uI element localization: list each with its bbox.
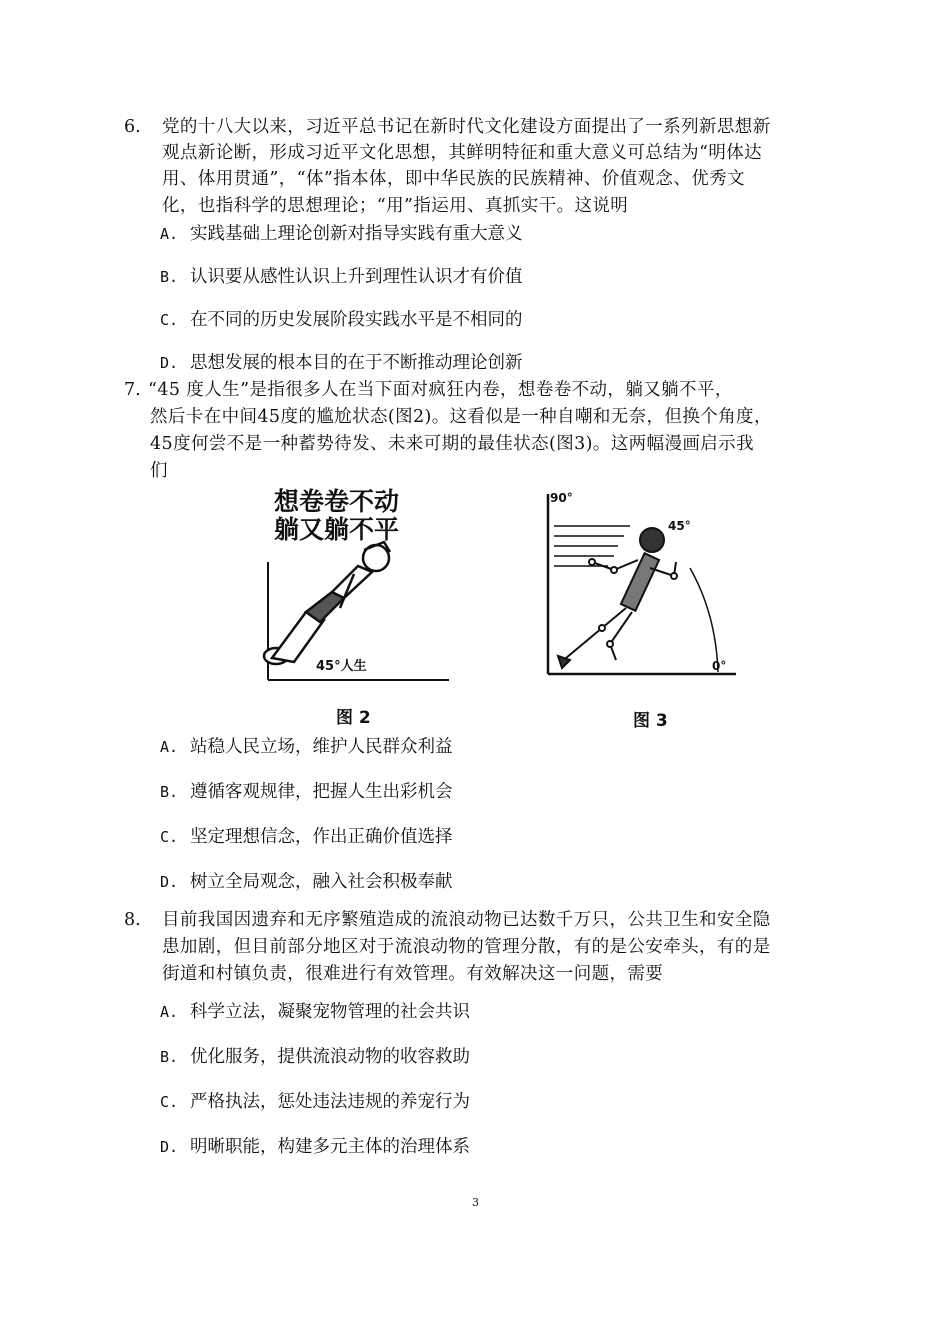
option-text: 认识要从感性认识上升到理性认识才有价值: [190, 267, 523, 287]
q8-option-a[interactable]: [160, 999, 470, 1025]
q7-line-4: 们: [150, 461, 168, 481]
page-number: 3: [472, 1196, 479, 1209]
option-text: 遵循客观规律，把握人生出彩机会: [190, 782, 453, 802]
option-text: 坚定理想信念，作出正确价值选择: [190, 827, 453, 847]
q6-line-2: 观点新论断，形成习近平文化思想，其鲜明特征和重大意义可总结为“明体达: [162, 143, 763, 163]
figure-2-title-2: 躺又躺不平: [274, 515, 400, 544]
q7-number: 7.: [124, 380, 141, 400]
figure-2-title-1: 想卷卷不动: [274, 487, 400, 516]
option-text: 思想发展的根本目的在于不断推动理论创新: [190, 353, 523, 373]
q6-line-1: 党的十八大以来，习近平总书记在新时代文化建设方面提出了一系列新思想新: [162, 117, 771, 137]
option-text: 明晰职能，构建多元主体的治理体系: [190, 1137, 470, 1157]
option-text: 严格执法，惩处违法违规的养宠行为: [190, 1092, 470, 1112]
option-text: 站稳人民立场，维护人民群众利益: [190, 737, 453, 757]
option-label: C.: [160, 1093, 179, 1111]
q8-line-2: 患加剧，但目前部分地区对于流浪动物的管理分散，有的是公安牵头，有的是: [162, 937, 771, 957]
q6-line-3: 用、体用贯通”，“体”指本体，即中华民族的民族精神、价值观念、优秀文: [162, 169, 745, 189]
q8-option-b[interactable]: [160, 1044, 470, 1070]
option-label: D.: [160, 1138, 179, 1156]
q8-line-3: 街道和村镇负责，很难进行有效管理。有效解决这一问题，需要: [162, 964, 664, 984]
option-label: C.: [160, 828, 179, 846]
q6-option-d[interactable]: [160, 350, 523, 376]
option-label: A.: [160, 225, 179, 243]
q8-option-d[interactable]: [160, 1134, 470, 1160]
option-label: B.: [160, 268, 179, 286]
figure-3-angle-90: 90°: [550, 491, 573, 505]
option-text: 优化服务，提供流浪动物的收容救助: [190, 1047, 470, 1067]
option-text: 在不同的历史发展阶段实践水平是不相同的: [190, 310, 523, 330]
option-text: 实践基础上理论创新对指导实践有重大意义: [190, 224, 523, 244]
q7-option-a[interactable]: [160, 734, 453, 760]
figure-3-angle-45: 45°: [668, 519, 691, 533]
q7-line-2: 然后卡在中间45度的尴尬状态(图2)。这看似是一种自嘲和无奈，但换个角度，: [150, 407, 772, 427]
q6-number: 6.: [124, 117, 141, 137]
figure-3-angle-0: 0°: [712, 659, 727, 673]
figure-2-label: 45°人生: [316, 659, 367, 674]
q8-option-c[interactable]: [160, 1089, 470, 1115]
q7-option-d[interactable]: [160, 869, 453, 895]
q6-line-4: 化，也指科学的思想理论；“用”指运用、真抓实干。这说明: [162, 196, 629, 216]
q6-option-c[interactable]: [160, 307, 523, 333]
option-label: C.: [160, 311, 179, 329]
figure-3-caption: 图 3: [633, 711, 668, 731]
option-text: 科学立法，凝聚宠物管理的社会共识: [190, 1002, 470, 1022]
q7-option-c[interactable]: [160, 824, 453, 850]
q8-line-1: 目前我国因遗弃和无序繁殖造成的流浪动物已达数千万只，公共卫生和安全隐: [162, 910, 771, 930]
q7-line-3: 45度何尝不是一种蓄势待发、未来可期的最佳状态(图3)。这两幅漫画启示我: [150, 434, 754, 454]
q6-option-a[interactable]: [160, 221, 523, 247]
option-label: B.: [160, 783, 179, 801]
option-text: 树立全局观念，融入社会积极奉献: [190, 872, 453, 892]
figure-2-caption: 图 2: [336, 708, 371, 728]
q7-line-1: “45 度人生”是指很多人在当下面对疯狂内卷，想卷卷不动，躺又躺不平，: [148, 380, 733, 400]
option-label: A.: [160, 738, 179, 756]
option-label: B.: [160, 1048, 179, 1066]
q6-option-b[interactable]: [160, 264, 523, 290]
option-label: A.: [160, 1003, 179, 1021]
q8-number: 8.: [124, 910, 141, 930]
q7-option-b[interactable]: [160, 779, 453, 805]
running-figure-icon: [558, 528, 677, 668]
option-label: D.: [160, 354, 179, 372]
figure-3-cartoon: [540, 484, 740, 684]
leaning-person-icon: [264, 542, 390, 664]
option-label: D.: [160, 873, 179, 891]
figure-2-cartoon: [254, 480, 454, 690]
